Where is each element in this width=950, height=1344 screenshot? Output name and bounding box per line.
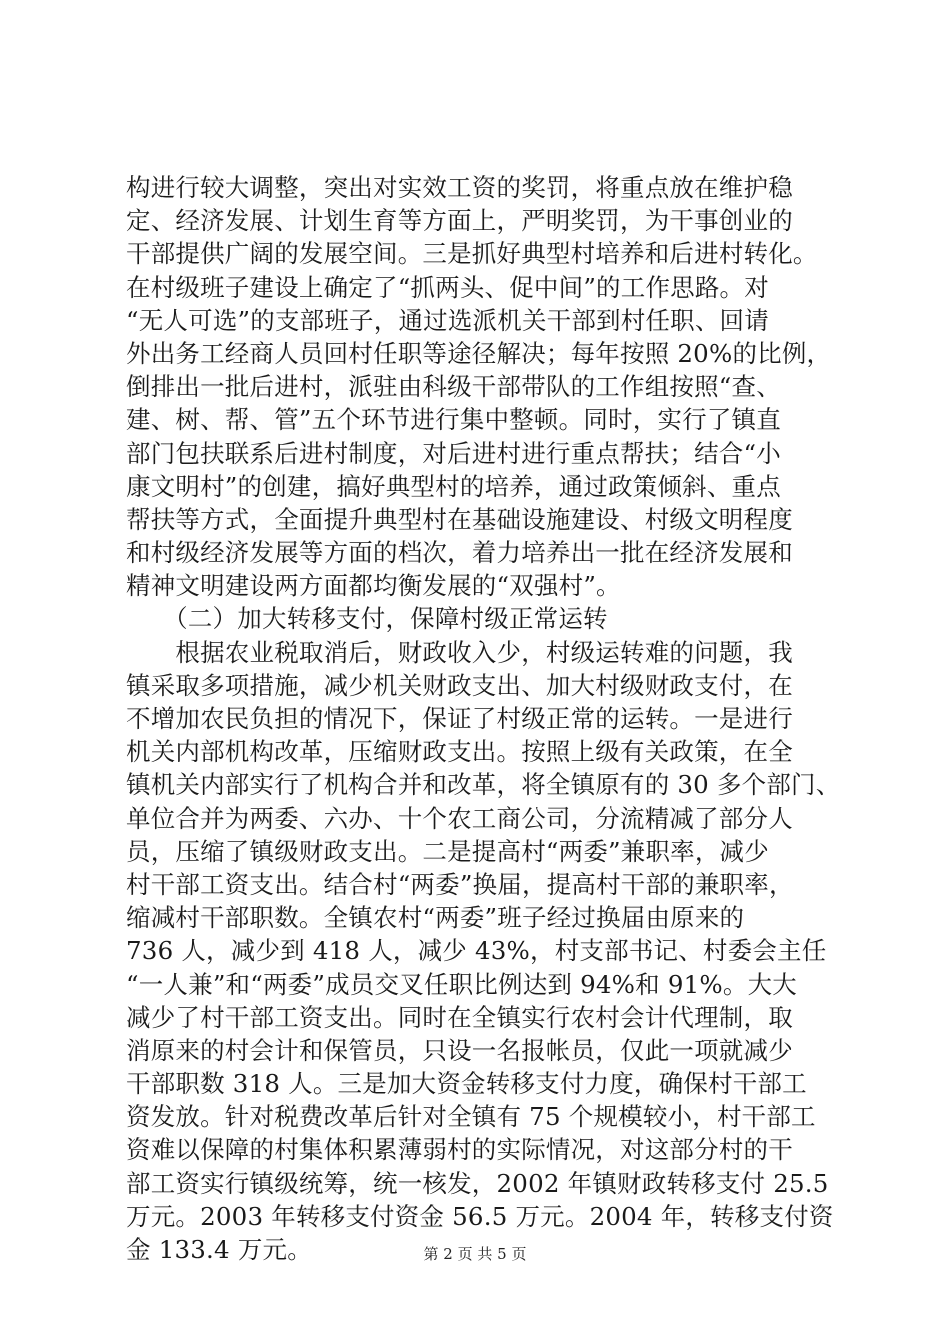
text-line: 在村级班子建设上确定了“抓两头、促中间”的工作思路。对: [126, 272, 769, 302]
text-line: 减少了村干部工资支出。同时在全镇实行农村会计代理制，取: [126, 1002, 793, 1032]
text-line: 部工资实行镇级统筹，统一核发，2002 年镇财政转移支付 25.5: [126, 1168, 829, 1198]
text-line: 康文明村”的创建，搞好典型村的培养，通过政策倾斜、重点: [126, 471, 781, 501]
text-line: 和村级经济发展等方面的档次，着力培养出一批在经济发展和: [126, 538, 793, 568]
text-line: 外出务工经商人员回村任职等途径解决；每年按照 20%的比例，: [126, 338, 832, 368]
text-line: 员，压缩了镇级财政支出。二是提高村“两委”兼职率，减少: [126, 836, 769, 866]
text-line: 定、经济发展、计划生育等方面上，严明奖罚，为干事创业的: [126, 206, 793, 236]
text-line: “一人兼”和“两委”成员交叉任职比例达到 94%和 91%。大大: [126, 969, 797, 999]
text-line: 构进行较大调整，突出对实效工资的奖罚，将重点放在维护稳: [126, 173, 793, 202]
text-line: 干部提供广阔的发展空间。三是抓好典型村培养和后进村转化。: [126, 239, 818, 269]
text-line: 单位合并为两委、六办、十个农工商公司，分流精减了部分人: [126, 803, 793, 833]
text-line: 资发放。针对税费改革后针对全镇有 75 个规模较小，村干部工: [126, 1102, 816, 1132]
text-line: 建、树、帮、管”五个环节进行集中整顿。同时，实行了镇直: [126, 405, 781, 435]
text-line: 万元。2003 年转移支付资金 56.5 万元。2004 年，转移支付资: [126, 1201, 834, 1231]
body-text: [126, 171, 841, 1266]
text-line: 资难以保障的村集体积累薄弱村的实际情况，对这部分村的干: [126, 1135, 793, 1165]
text-line: 倒排出一批后进村，派驻由科级干部带队的工作组按照“查、: [126, 372, 781, 402]
text-line: 干部职数 318 人。三是加大资金转移支付力度，确保村干部工: [126, 1069, 807, 1099]
page-number-footer: 第 2 页 共 5 页: [423, 1245, 527, 1263]
text-line: 缩减村干部职数。全镇农村“两委”班子经过换届由原来的: [126, 903, 745, 933]
text-line: 镇采取多项措施，减少机关财政支出、加大村级财政支付，在: [126, 670, 793, 700]
text-line: 精神文明建设两方面都均衡发展的“双强村”。: [126, 571, 621, 601]
section-heading: （二）加大转移支付，保障村级正常运转: [126, 604, 608, 634]
text-line: 部门包扶联系后进村制度，对后进村进行重点帮扶；结合“小: [126, 438, 781, 468]
text-line: 不增加农民负担的情况下，保证了村级正常的运转。一是进行: [126, 704, 793, 733]
text-line: “无人可选”的支部班子，通过选派机关干部到村任职、回请: [126, 305, 769, 335]
text-line: 镇机关内部实行了机构合并和改革，将全镇原有的 30 多个部门、: [126, 770, 841, 800]
text-line: 帮扶等方式，全面提升典型村在基础设施建设、村级文明程度: [126, 504, 793, 534]
text-line: 金 133.4 万元。: [126, 1235, 312, 1264]
text-line: 消原来的村会计和保管员，只设一名报帐员，仅此一项就减少: [126, 1035, 793, 1065]
text-line: 机关内部机构改革，压缩财政支出。按照上级有关政策，在全: [126, 737, 793, 767]
text-line: 736 人，减少到 418 人，减少 43%，村支部书记、村委会主任: [126, 936, 827, 966]
text-line: 村干部工资支出。结合村“两委”换届，提高村干部的兼职率，: [126, 869, 794, 899]
text-line: 根据农业税取消后，财政收入少，村级运转难的问题，我: [126, 637, 793, 667]
